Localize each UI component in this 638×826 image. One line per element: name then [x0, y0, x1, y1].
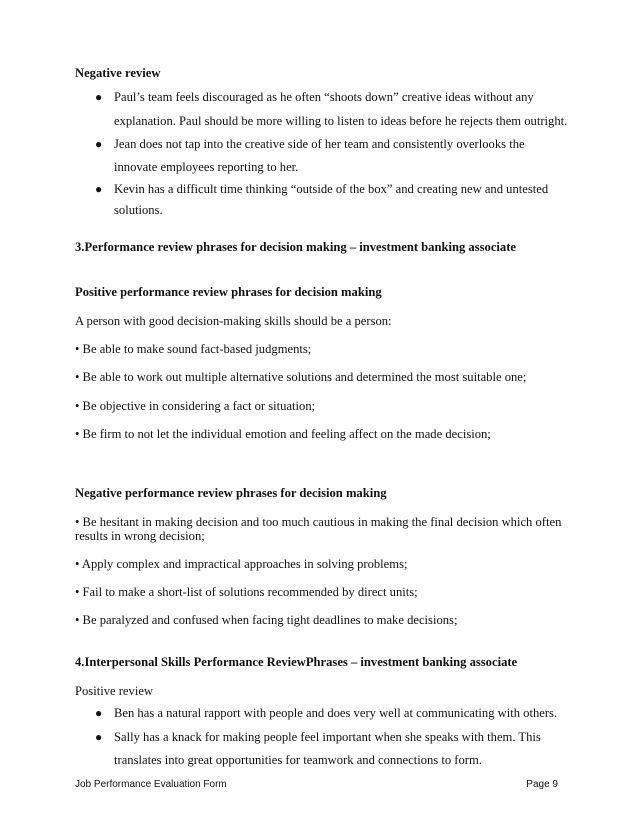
bullet-icon: ●	[95, 706, 103, 720]
negative-decision-item: • Be hesitant in making decision and too much cautious in making the final decision which often	[75, 515, 562, 529]
decision-making-section-heading: 3.Performance review phrases for decision making – investment banking associate	[75, 240, 516, 254]
bullet-icon: ●	[95, 90, 103, 104]
negative-decision-item: • Be paralyzed and confused when facing tight deadlines to make decisions;	[75, 613, 458, 627]
positive-decision-heading: Positive performance review phrases for decision making	[75, 285, 382, 299]
footer-title: Job Performance Evaluation Form	[75, 779, 227, 790]
negative-review-item-2-line-2: innovate employees reporting to her.	[114, 160, 299, 174]
positive-review-label: Positive review	[75, 684, 153, 698]
decision-intro: A person with good decision-making skills should be a person:	[75, 314, 392, 328]
page-number: Page 9	[526, 779, 558, 790]
negative-decision-heading: Negative performance review phrases for decision making	[75, 486, 387, 500]
positive-decision-item: • Be firm to not let the individual emotion and feeling affect on the made decision;	[75, 427, 491, 441]
positive-decision-item: • Be able to work out multiple alternative solutions and determined the most suitable one;	[75, 370, 527, 384]
negative-review-item-2-line-1: Jean does not tap into the creative side of her team and consistently overlooks the	[114, 137, 525, 151]
interpersonal-section-heading: 4.Interpersonal Skills Performance ReviewPhrases – investment banking associate	[75, 655, 518, 669]
positive-decision-item: • Be able to make sound fact-based judgments;	[75, 342, 312, 356]
bullet-icon: ●	[95, 182, 103, 196]
negative-decision-item: • Fail to make a short-list of solutions recommended by direct units;	[75, 585, 418, 599]
bullet-icon: ●	[95, 137, 103, 151]
negative-decision-item-continued: results in wrong decision;	[75, 529, 205, 543]
positive-decision-item: • Be objective in considering a fact or situation;	[75, 399, 316, 413]
interpersonal-item-1: Ben has a natural rapport with people and does very well at communicating with others.	[114, 706, 558, 720]
negative-decision-item: • Apply complex and impractical approaches in solving problems;	[75, 557, 408, 571]
negative-review-item-3-line-2: solutions.	[114, 203, 163, 217]
interpersonal-item-2-line-1: Sally has a knack for making people feel important when she speaks with them. This	[114, 730, 541, 744]
negative-review-item-3-line-1: Kevin has a difficult time thinking “outside of the box” and creating new and untested	[114, 182, 549, 196]
negative-review-item-1-line-2: explanation. Paul should be more willing to listen to ideas before he rejects them outright.	[114, 114, 568, 128]
negative-review-heading: Negative review	[75, 66, 161, 80]
bullet-icon: ●	[95, 730, 103, 744]
interpersonal-item-2-line-2: translates into great opportunities for teamwork and connections to form.	[114, 753, 482, 767]
negative-review-item-1-line-1: Paul’s team feels discouraged as he often “shoots down” creative ideas without any	[114, 90, 534, 104]
